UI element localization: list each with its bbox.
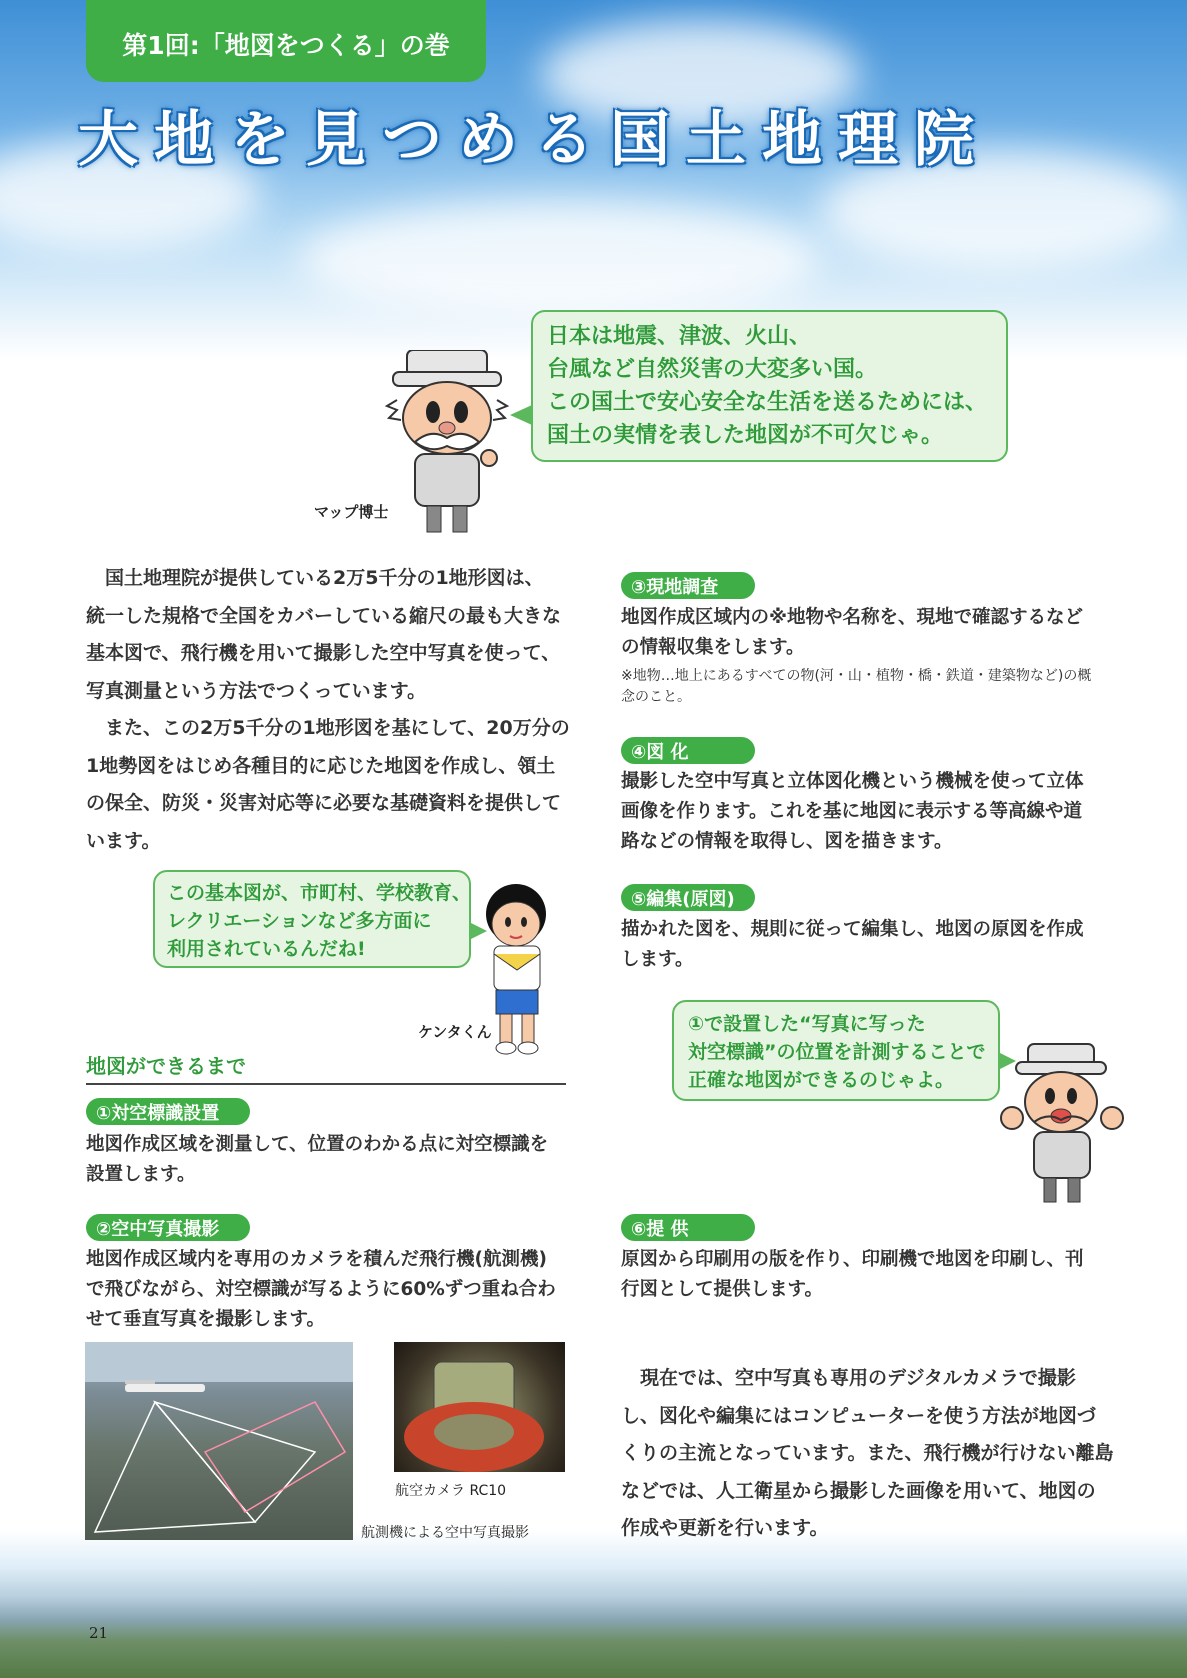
camera-caption: 航空カメラ RC10	[395, 1483, 507, 1499]
step1-label: ①対空標識設置	[86, 1098, 250, 1125]
text-line: 現在では、空中写真も専用のデジタルカメラで撮影	[621, 1367, 1076, 1389]
closing-paragraph	[621, 1360, 1113, 1548]
text-line: 基本図で、飛行機を用いて撮影した空中写真を使って、	[86, 642, 561, 664]
text-line: 念のこと。	[621, 689, 691, 705]
bubble-line: レクリエーションなど多方面に	[167, 910, 432, 932]
bubble-line: 利用されているんだね!	[167, 938, 366, 960]
text-line: せて垂直写真を撮影します。	[86, 1309, 326, 1330]
text-line: の保全、防災・災害対応等に必要な基礎資料を提供して	[86, 792, 562, 814]
text-line: 地図作成区域を測量して、位置のわかる点に対空標識を	[86, 1134, 549, 1155]
aerial-photo	[85, 1342, 353, 1540]
bubble-line: 台風など自然災害の大変多い国。	[547, 357, 878, 382]
text-line: 作成や更新を行います。	[621, 1517, 829, 1539]
bubble-line: 対空標識”の位置を計測することで	[688, 1041, 986, 1063]
text-line: 原図から印刷用の版を作り、印刷機で地図を印刷し、刊	[621, 1249, 1084, 1270]
bubble-line: ①で設置した“写真に写った	[688, 1013, 926, 1035]
hakase-label: マップ博士	[314, 503, 389, 521]
step6-label: ⑥提 供	[621, 1214, 755, 1241]
text-line: ※地物…地上にあるすべての物(河・山・植物・橋・鉄道・建築物など)の概	[621, 668, 1092, 684]
bubble-line: この基本図が、市町村、学校教育、	[167, 882, 472, 904]
text-line: 行図として提供します。	[621, 1279, 824, 1300]
step3-label: ③現地調査	[621, 572, 755, 599]
text-line: し、図化や編集にはコンピューターを使う方法が地図づ	[621, 1404, 1097, 1427]
page-number: 21	[89, 1624, 109, 1642]
text-line: また、この2万5千分の1地形図を基にして、20万分の	[86, 717, 570, 739]
camera-photo	[394, 1342, 565, 1472]
process-heading: 地図ができるまで	[86, 1050, 566, 1085]
text-line: 路などの情報を取得し、図を描きます。	[621, 831, 953, 852]
step4-text	[621, 767, 1084, 857]
step1-text	[86, 1130, 548, 1190]
text-line: 描かれた図を、規則に従って編集し、地図の原図を作成	[621, 919, 1084, 940]
text-line: 1地勢図をはじめ各種目的に応じた地図を作成し、領土	[86, 754, 556, 777]
step5-label: ⑤編集(原図)	[621, 884, 755, 911]
landscape-background	[0, 1530, 1187, 1678]
intro-paragraph-2	[86, 710, 570, 860]
step4-label: ④図 化	[621, 737, 755, 764]
text-line: の情報収集をします。	[621, 637, 805, 658]
text-line: で飛びながら、対空標識が写るように60%ずつ重ね合わ	[86, 1279, 556, 1300]
text-line: 統一した規格で全国をカバーしている縮尺の最も大きな	[86, 604, 562, 627]
bubble-line: 日本は地震、津波、火山、	[547, 324, 812, 349]
text-line: 地図作成区域内の※地物や名称を、現地で確認するなど	[621, 607, 1083, 628]
text-line: 画像を作ります。これを基に地図に表示する等高線や道	[621, 801, 1083, 822]
aerial-caption: 航測機による空中写真撮影	[361, 1525, 529, 1541]
text-line: くりの主流となっています。また、飛行機が行けない離島	[621, 1442, 1114, 1464]
step3-note	[621, 666, 1091, 708]
text-line: 設置します。	[86, 1164, 196, 1185]
bubble-line: この国土で安心安全な生活を送るためには、	[547, 390, 988, 415]
cloud-decoration	[300, 200, 820, 320]
kenta-label: ケンタくん	[418, 1023, 492, 1041]
bubble-line: 正確な地図ができるのじゃよ。	[688, 1069, 955, 1091]
bubble-tail	[510, 405, 532, 425]
kenta-speech-bubble	[153, 870, 471, 968]
step3-text	[621, 603, 1083, 663]
text-line: 地図作成区域内を専用のカメラを積んだ飛行機(航測機)	[86, 1249, 547, 1270]
step5-text	[621, 915, 1084, 975]
intro-paragraph-1	[86, 560, 561, 710]
map-hakase-waving-illustration	[998, 1040, 1128, 1210]
text-line: 国土地理院が提供している2万5千分の1地形図は、	[86, 567, 544, 589]
hakase-explanation-bubble	[672, 1000, 1000, 1101]
text-line: などでは、人工衛星から撮影した画像を用いて、地図の	[621, 1479, 1096, 1502]
text-line: います。	[86, 829, 161, 852]
bubble-line: 国土の実情を表した地図が不可欠じゃ。	[547, 423, 944, 448]
text-line: 撮影した空中写真と立体図化機という機械を使って立体	[621, 771, 1084, 792]
hakase-speech-bubble	[531, 310, 1008, 462]
map-hakase-illustration	[385, 350, 515, 540]
series-tab: 第1回:「地図をつくる」の巻	[86, 0, 486, 82]
step2-text	[86, 1245, 556, 1335]
step6-text	[621, 1245, 1084, 1305]
text-line: 写真測量という方法でつくっています。	[86, 679, 427, 702]
step2-label: ②空中写真撮影	[86, 1214, 250, 1241]
page-title: 大地を見つめる国土地理院	[78, 105, 990, 175]
text-line: します。	[621, 949, 694, 970]
